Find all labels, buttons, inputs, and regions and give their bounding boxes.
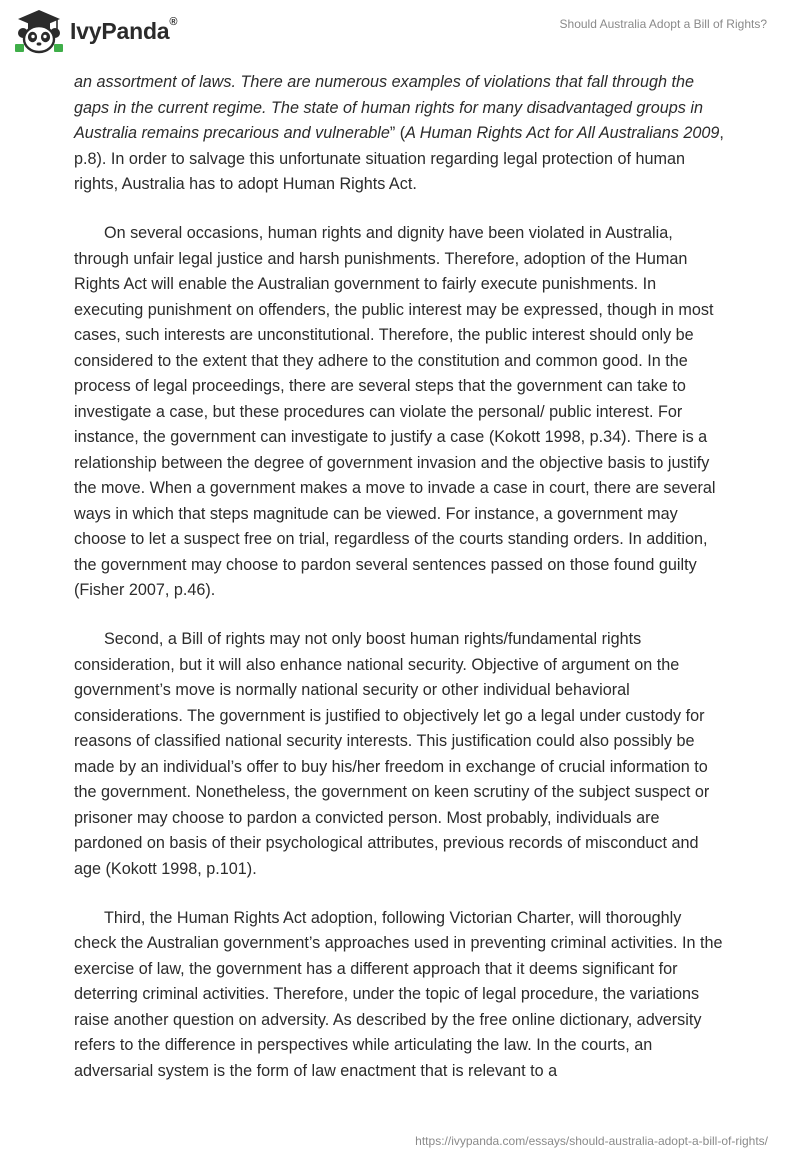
paragraph-1-rest: , p.8). In order to salvage this unfortunate situation regarding legal protection of human rights, Australia has to adopt Human Rights Act. <box>74 124 724 193</box>
quote-close: ” ( <box>389 124 406 142</box>
essay-body <box>74 70 727 1108</box>
panda-graduate-logo-icon <box>14 8 64 54</box>
citation-title: A Human Rights Act for All Australians 2009 <box>405 124 720 142</box>
brand-logo[interactable] <box>14 8 177 54</box>
brand-name <box>70 15 178 45</box>
paragraph-3: Second, a Bill of rights may not only boost human rights/fundamental rights consideration, but it will also enhance national security. Objective of argument on the government’s move is normally national security or other individual behavioral considerations. The government is justified to objectively let go a legal under custody for reasons of classified national security interests. This justification could also possibly be made by an individual’s offer to buy his/her freedom in exchange of crucial information to the government. Nonetheless, the government on keen scrutiny of the subject suspect or prisoner may choose to pardon a convicted person. Most probably, individuals are pardoned on basis of their psychological attributes, previous records of misconduct and age (Kokott 1998, p.101). <box>74 630 710 878</box>
document-title: Should Australia Adopt a Bill of Rights? <box>559 17 767 31</box>
paragraph-4: Third, the Human Rights Act adoption, following Victorian Charter, will thoroughly check the Australian government’s approaches used in preventing criminal activities. In the exercise of law, the government has a different approach that it deems significant for deterring criminal activities. Therefore, under the topic of legal procedure, the variations raise another question on adversity. As described by the free online dictionary, adversity refers to the difference in perspectives while articulating the law. In the courts, an adversarial system is the form of law enactment that is relevant to a <box>74 908 723 1080</box>
page-header <box>0 0 800 62</box>
brand-name-text: IvyPanda <box>70 17 170 44</box>
paragraph-1 <box>74 70 727 198</box>
registered-mark: ® <box>169 15 178 28</box>
quote-text: an assortment of laws. There are numerous examples of violations that fall through the gaps in the current regime. The state of human rights for many disadvantaged groups in Australia remains precarious and vulnerable <box>74 73 703 142</box>
paragraph-2: On several occasions, human rights and dignity have been violated in Australia, through unfair legal justice and harsh punishments. Therefore, adoption of the Human Rights Act will enable the Australian government to fairly execute punishments. In executing punishment on offenders, the public interest may be expressed, though in most cases, such interests are unconstitutional. Therefore, the public interest should only be considered to the extent that they adhere to the constitution and common good. In the process of legal proceedings, there are several steps that the government can take to investigate a case, but these procedures can violate the personal/ public interest. For instance, the government can investigate to justify a case (Kokott 1998, p.34). There is a relationship between the degree of government invasion and the objective basis to justify the move. When a government makes a move to invade a case in court, there are several ways in which that steps magnitude can be viewed. For instance, a government may choose to let a suspect free on trial, regardless of the courts standing orders. In addition, the government may choose to pardon several sentences passed on those found guilty (Fisher 2007, p.46). <box>74 224 716 599</box>
source-url-link[interactable]: https://ivypanda.com/essays/should-australia-adopt-a-bill-of-rights/ <box>415 1134 768 1148</box>
